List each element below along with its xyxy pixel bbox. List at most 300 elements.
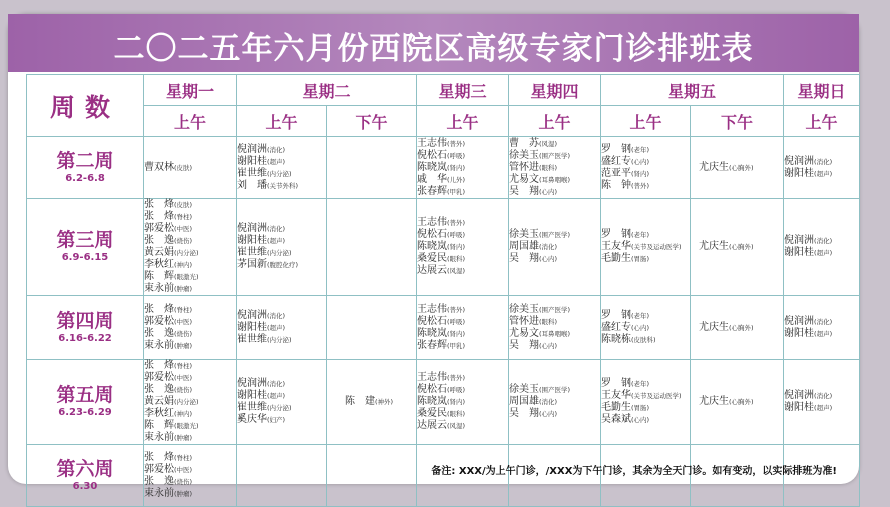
doctor-name: 郭爱松: [144, 463, 174, 475]
doctor-name: 罗 钢: [601, 229, 632, 240]
doctor-name: 崔世维: [237, 167, 267, 179]
doctor-entry: [417, 384, 508, 396]
doctor-name: 谢阳桂: [784, 247, 815, 258]
doctor-department: (消化): [814, 237, 833, 245]
doctor-name: 张 烽: [144, 451, 174, 463]
doctor-entry: [237, 168, 326, 180]
schedule-cell-thu-am: [509, 137, 601, 199]
doctor-entry: [784, 235, 859, 247]
day-header-thu: 星期四: [509, 75, 601, 106]
doctor-department: (普外): [447, 305, 466, 314]
doctor-entry: [417, 186, 508, 198]
doctor-entry: [601, 229, 690, 241]
schedule-cell-tue-am: [237, 360, 327, 445]
doctor-department: (关节及运动医学): [631, 392, 682, 400]
schedule-cell-sun-am: [784, 360, 860, 445]
doctor-entry: [237, 156, 326, 168]
doctor-name: 毛勤生: [601, 253, 632, 264]
doctor-department: (消化): [267, 380, 286, 388]
week-name: 第四周: [56, 309, 114, 332]
schedule-cell-fri-pm: [691, 296, 784, 360]
schedule-cell-tue-am: [237, 445, 327, 507]
doctor-entry: [699, 322, 783, 334]
doctor-name: 倪润洲: [784, 315, 815, 327]
doctor-department: (心胸外): [729, 243, 754, 251]
schedule-cell-sun-am: [784, 296, 860, 360]
schedule-cell-tue-pm: [327, 296, 417, 360]
doctor-entry: [601, 414, 690, 426]
doctor-department: (神外): [375, 398, 394, 406]
doctor-name: 吴 翔: [509, 185, 540, 197]
doctor-entry: [144, 464, 236, 476]
week-name: 第五周: [56, 384, 114, 406]
schedule-cell-wed-am: [417, 199, 509, 296]
doctor-entry: [417, 162, 508, 174]
doctor-entry: [237, 322, 326, 334]
doctor-name: 倪润洲: [784, 235, 815, 246]
schedule-cell-fri-pm: [691, 199, 784, 296]
doctor-entry: [144, 247, 236, 259]
doctor-entry: [237, 259, 326, 271]
doctor-entry: [784, 168, 859, 180]
doctor-name: 王友华: [601, 241, 632, 252]
session-header-am: 上午: [237, 106, 327, 137]
doctor-name: 桑爱民: [417, 408, 448, 419]
doctor-name: 毛勤生: [601, 402, 632, 413]
doctor-name: 管怀进: [509, 315, 540, 327]
doctor-entry: [144, 259, 236, 271]
doctor-entry: [144, 328, 236, 340]
doctor-name: 王志伟: [417, 303, 448, 315]
doctor-department: (心内): [539, 187, 558, 196]
schedule-cell-sun-am: [784, 199, 860, 296]
doctor-entry: [417, 241, 508, 253]
doctor-department: (超声): [267, 392, 286, 400]
doctor-name: 张 烽: [144, 211, 174, 222]
doctor-department: (心内): [539, 341, 558, 350]
doctor-department: (耳鼻咽喉): [539, 329, 571, 338]
doctor-entry: [509, 408, 600, 420]
doctor-department: (心内): [631, 323, 650, 332]
doctor-department: (脊柱): [174, 213, 193, 221]
week-row: [27, 360, 860, 445]
doctor-name: 郭爱松: [144, 372, 174, 383]
doctor-department: (烧伤): [174, 386, 193, 394]
doctor-department: (腹腔化疗): [267, 261, 299, 269]
doctor-name: 张 逸: [144, 384, 174, 395]
schedule-cell-fri-am: [601, 360, 691, 445]
doctor-department: (肿瘤): [174, 285, 193, 293]
doctor-department: (眼激光): [174, 422, 199, 430]
schedule-cell-tue-pm: [327, 360, 417, 445]
schedule-board: [8, 14, 859, 499]
week-dates: 6.23-6.29: [58, 407, 112, 418]
doctor-entry: [417, 316, 508, 328]
doctor-name: 崔世维: [237, 402, 267, 413]
page-title: 二〇二五年六月份西院区高级专家门诊排班表: [113, 31, 754, 67]
doctor-name: 陈晓岚: [417, 161, 448, 173]
doctor-department: (甲乳): [447, 187, 466, 196]
doctor-department: (甲乳): [447, 341, 466, 350]
doctor-entry: [509, 241, 600, 253]
doctor-entry: [601, 180, 690, 192]
doctor-entry: [699, 241, 783, 253]
week-dates: 6.2-6.8: [65, 172, 105, 184]
doctor-entry: [601, 322, 690, 334]
doctor-entry: [237, 223, 326, 235]
doctor-entry: [601, 402, 690, 414]
doctor-name: 黄云娟: [144, 396, 174, 407]
doctor-name: 尤庆生: [699, 241, 730, 252]
doctor-entry: [144, 162, 236, 174]
doctor-entry: [144, 283, 236, 295]
doctor-department: (普外): [447, 374, 466, 382]
doctor-entry: [144, 384, 236, 396]
doctor-entry: [417, 265, 508, 277]
doctor-name: 吴 翔: [509, 408, 540, 419]
schedule-cell-thu-am: [509, 360, 601, 445]
doctor-department: (老年): [631, 231, 650, 239]
doctor-name: 尤庆生: [699, 161, 730, 173]
footer-note: 备注: XXX/为上午门诊，/XXX为下午门诊，其余为全天门诊。如有变动，以实际排班为准!: [431, 466, 837, 477]
doctor-name: 倪润洲: [237, 309, 267, 321]
doctor-entry: [601, 168, 690, 180]
doctor-name: 王志伟: [417, 137, 448, 149]
doctor-entry: [601, 378, 690, 390]
doctor-entry: [144, 408, 236, 420]
doctor-name: 张春辉: [417, 185, 448, 197]
schedule-cell-mon-am: [144, 360, 237, 445]
doctor-department: (呼吸): [447, 317, 466, 326]
doctor-department: (肾内): [447, 163, 466, 172]
schedule-cell-fri-pm: [691, 360, 784, 445]
schedule-cell-tue-am: [237, 296, 327, 360]
doctor-department: (消化): [539, 243, 558, 251]
doctor-name: 曹 苏: [509, 137, 540, 149]
doctor-name: 张 逸: [144, 235, 174, 246]
doctor-department: (中医): [174, 317, 193, 326]
schedule-cell-mon-am: [144, 199, 237, 296]
doctor-name: 陈 辉: [144, 420, 174, 431]
doctor-name: 尤易文: [509, 173, 540, 185]
doctor-name: 盛红专: [601, 155, 632, 167]
doctor-entry: [417, 229, 508, 241]
doctor-department: (心胸外): [729, 323, 754, 332]
doctor-department: (中医): [174, 225, 193, 233]
doctor-name: 陈晓岚: [417, 241, 448, 252]
doctor-department: (肿瘤): [174, 341, 193, 350]
session-header-am: 上午: [509, 106, 601, 137]
doctor-department: (心内): [539, 255, 558, 263]
doctor-department: (眼激光): [174, 273, 199, 281]
doctor-entry: [509, 138, 600, 150]
doctor-entry: [509, 304, 600, 316]
doctor-entry: [417, 396, 508, 408]
doctor-entry: [601, 241, 690, 253]
doctor-name: 盛红专: [601, 321, 632, 333]
doctor-name: 谢阳桂: [237, 155, 267, 167]
doctor-entry: [509, 186, 600, 198]
doctor-name: 崔世维: [237, 247, 267, 258]
doctor-department: (内分泌): [267, 169, 292, 178]
doctor-entry: [601, 334, 690, 346]
doctor-name: 谢阳桂: [237, 390, 267, 401]
doctor-name: 谢阳桂: [784, 167, 815, 179]
doctor-department: (超声): [814, 169, 833, 178]
week-label-cell: [27, 137, 144, 199]
doctor-entry: [601, 156, 690, 168]
doctor-name: 周国雄: [509, 241, 540, 252]
doctor-department: (心内): [539, 410, 558, 418]
doctor-department: (心内): [631, 416, 650, 424]
doctor-name: 王志伟: [417, 372, 448, 383]
doctor-name: 茅国新: [237, 259, 267, 270]
doctor-entry: [417, 420, 508, 432]
doctor-department: (关节外科): [267, 181, 299, 190]
doctor-department: (心胸外): [729, 398, 754, 406]
day-header-fri: 星期五: [601, 75, 784, 106]
doctor-entry: [144, 235, 236, 247]
doctor-department: (围产医学): [539, 305, 571, 314]
schedule-cell-fri-am: [601, 296, 691, 360]
doctor-department: (风湿): [539, 139, 558, 148]
schedule-cell-fri-am: [601, 199, 691, 296]
doctor-entry: [237, 402, 326, 414]
doctor-entry: [237, 378, 326, 390]
schedule-cell-mon-am: [144, 296, 237, 360]
doctor-name: 束永前: [144, 283, 174, 294]
doctor-entry: [784, 390, 859, 402]
week-name: 第六周: [56, 457, 114, 480]
doctor-entry: [509, 396, 600, 408]
session-header-pm: 下午: [327, 106, 417, 137]
session-header-am: 上午: [601, 106, 691, 137]
doctor-department: (围产医学): [539, 151, 571, 160]
doctor-name: 倪润洲: [237, 223, 267, 234]
title-banner: [8, 14, 859, 72]
doctor-department: (呼吸): [447, 386, 466, 394]
doctor-department: (老年): [631, 145, 650, 154]
doctor-name: 戚 华: [417, 173, 448, 185]
doctor-name: 束永前: [144, 432, 174, 443]
doctor-entry: [601, 144, 690, 156]
doctor-entry: [784, 247, 859, 259]
schedule-cell-tue-pm: [327, 199, 417, 296]
doctor-department: (儿外): [447, 175, 466, 184]
doctor-name: 倪松石: [417, 149, 448, 161]
doctor-department: (超声): [267, 157, 286, 166]
doctor-entry: [144, 372, 236, 384]
doctor-entry: [417, 217, 508, 229]
doctor-entry: [417, 328, 508, 340]
doctor-name: 桑爱民: [417, 253, 448, 264]
doctor-name: 周国雄: [509, 396, 540, 407]
doctor-department: (内分泌): [267, 335, 292, 344]
doctor-name: 罗 钢: [601, 309, 632, 321]
doctor-department: (内分泌): [267, 404, 292, 412]
doctor-entry: [509, 229, 600, 241]
schedule-table: [26, 74, 860, 507]
week-label-cell: [27, 360, 144, 445]
doctor-department: (内分泌): [267, 249, 292, 257]
week-dates: 6.30: [72, 480, 98, 492]
doctor-entry: [144, 199, 236, 211]
doctor-entry: [417, 340, 508, 352]
schedule-cell-tue-pm: [327, 137, 417, 199]
doctor-entry: [144, 396, 236, 408]
doctor-name: 张 烽: [144, 199, 174, 210]
doctor-department: (老年): [631, 380, 650, 388]
doctor-name: 黄云娟: [144, 247, 174, 258]
doctor-name: 倪润洲: [784, 390, 815, 401]
doctor-department: (肿瘤): [174, 434, 193, 442]
doctor-entry: [784, 328, 859, 340]
doctor-name: 吴 翔: [509, 253, 540, 264]
doctor-name: 谢阳桂: [784, 327, 815, 339]
day-header-sun: 星期日: [784, 75, 860, 106]
doctor-name: 倪润洲: [237, 378, 267, 389]
week-name: 第三周: [56, 229, 114, 251]
doctor-department: (关节及运动医学): [631, 243, 682, 251]
doctor-name: 束永前: [144, 487, 174, 499]
day-header-mon: 星期一: [144, 75, 237, 106]
week-label-cell: [27, 445, 144, 507]
doctor-entry: [345, 396, 416, 408]
schedule-cell-fri-pm: [691, 137, 784, 199]
doctor-department: (胃肠): [631, 404, 650, 412]
doctor-entry: [509, 253, 600, 265]
doctor-department: (风湿): [447, 422, 466, 430]
doctor-department: (消化): [267, 311, 286, 320]
doctor-name: 张 逸: [144, 475, 174, 487]
doctor-entry: [509, 174, 600, 186]
doctor-entry: [237, 144, 326, 156]
schedule-cell-tue-am: [237, 199, 327, 296]
doctor-entry: [144, 476, 236, 488]
doctor-name: 倪松石: [417, 315, 448, 327]
doctor-department: (心胸外): [729, 163, 754, 172]
doctor-name: 曹双林: [144, 161, 174, 173]
doctor-department: (肾内): [447, 398, 466, 406]
doctor-department: (超声): [814, 404, 833, 412]
week-dates: 6.9-6.15: [61, 252, 109, 263]
doctor-department: (烧伤): [174, 329, 193, 338]
doctor-department: (超声): [814, 249, 833, 257]
doctor-name: 奚庆华: [237, 414, 267, 425]
doctor-name: 罗 钢: [601, 143, 632, 155]
doctor-department: (老年): [631, 311, 650, 320]
doctor-entry: [417, 372, 508, 384]
doctor-entry: [509, 384, 600, 396]
doctor-department: (肿瘤): [174, 489, 193, 498]
doctor-entry: [417, 304, 508, 316]
session-header-am: 上午: [144, 106, 237, 137]
doctor-entry: [784, 316, 859, 328]
doctor-department: (皮肤): [174, 163, 193, 172]
doctor-entry: [237, 247, 326, 259]
doctor-entry: [509, 340, 600, 352]
doctor-name: 郭爱松: [144, 223, 174, 234]
doctor-name: 倪松石: [417, 229, 448, 240]
day-header-tue: 星期二: [237, 75, 417, 106]
doctor-entry: [237, 390, 326, 402]
week-dates: 6.16-6.22: [58, 332, 112, 344]
week-column-header: 周数: [27, 75, 144, 137]
doctor-entry: [417, 174, 508, 186]
doctor-entry: [509, 162, 600, 174]
doctor-name: 李秋红: [144, 408, 174, 419]
doctor-name: 张 烽: [144, 360, 174, 371]
doctor-name: 尤庆生: [699, 396, 730, 407]
doctor-entry: [601, 253, 690, 265]
doctor-department: (神内): [174, 261, 193, 269]
doctor-department: (耳鼻咽喉): [539, 175, 571, 184]
doctor-entry: [144, 488, 236, 500]
doctor-department: (超声): [267, 323, 286, 332]
schedule-cell-wed-am: [417, 137, 509, 199]
doctor-department: (风湿): [447, 267, 466, 275]
doctor-name: 张春辉: [417, 339, 448, 351]
doctor-name: 罗 钢: [601, 378, 632, 389]
doctor-department: (超声): [267, 237, 286, 245]
doctor-name: 陈 钟: [601, 179, 632, 191]
doctor-name: 陈晓岚: [417, 396, 448, 407]
doctor-name: 倪松石: [417, 384, 448, 395]
doctor-entry: [144, 316, 236, 328]
schedule-cell-fri-am: [601, 137, 691, 199]
doctor-entry: [784, 402, 859, 414]
doctor-entry: [509, 328, 600, 340]
doctor-name: 吴 翔: [509, 339, 540, 351]
doctor-name: 徐美玉: [509, 229, 540, 240]
doctor-department: (皮肤): [174, 201, 193, 209]
doctor-name: 谢阳桂: [784, 402, 815, 413]
session-header-am: 上午: [784, 106, 860, 137]
doctor-department: (消化): [814, 157, 833, 166]
doctor-department: (超声): [814, 329, 833, 338]
doctor-name: 陈晓栋: [601, 333, 632, 345]
doctor-entry: [417, 408, 508, 420]
doctor-department: (肾内): [631, 169, 650, 178]
doctor-entry: [601, 390, 690, 402]
doctor-name: 管怀进: [509, 161, 540, 173]
doctor-name: 李秋红: [144, 259, 174, 270]
doctor-name: 刘 璠: [237, 179, 267, 191]
doctor-name: 达展云: [417, 265, 448, 276]
day-header-wed: 星期三: [417, 75, 509, 106]
doctor-entry: [699, 396, 783, 408]
schedule-cell-thu-am: [509, 199, 601, 296]
doctor-department: (眼科): [447, 255, 466, 263]
doctor-name: 陈 辉: [144, 271, 174, 282]
week-row: [27, 199, 860, 296]
schedule-cell-wed-am: [417, 360, 509, 445]
doctor-entry: [144, 432, 236, 444]
session-header-am: 上午: [417, 106, 509, 137]
doctor-name: 达展云: [417, 420, 448, 431]
doctor-entry: [144, 360, 236, 372]
doctor-entry: [509, 316, 600, 328]
doctor-name: 范亚平: [601, 167, 632, 179]
schedule-cell-tue-am: [237, 137, 327, 199]
doctor-name: 王友华: [601, 390, 632, 401]
doctor-entry: [144, 211, 236, 223]
doctor-name: 尤庆生: [699, 321, 730, 333]
doctor-department: (肾内): [447, 329, 466, 338]
doctor-department: (消化): [814, 317, 833, 326]
doctor-entry: [144, 223, 236, 235]
doctor-department: (神内): [174, 410, 193, 418]
